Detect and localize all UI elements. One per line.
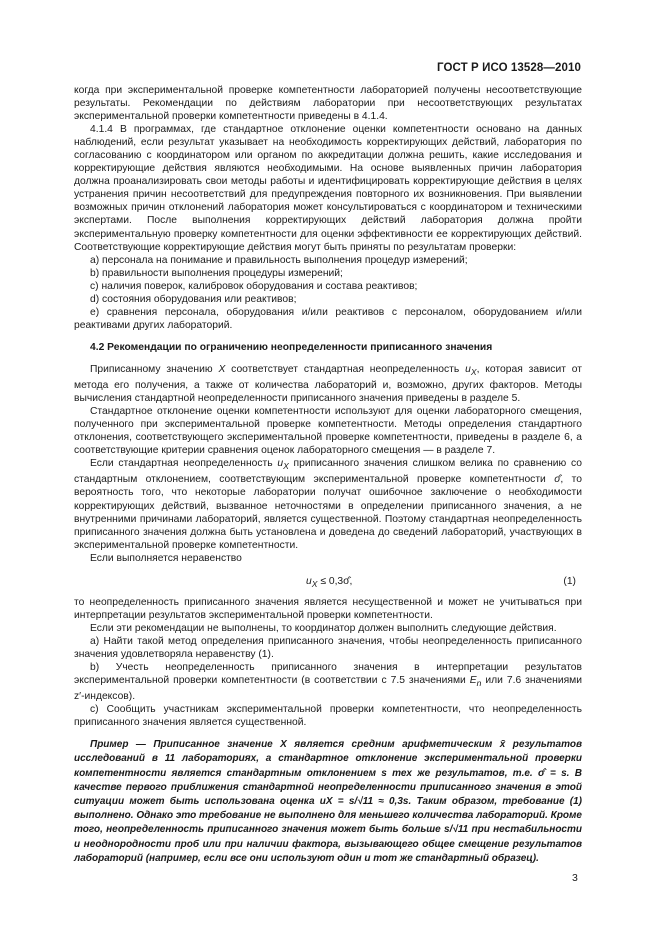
formula-1 bbox=[74, 567, 582, 595]
paragraph-std-deviation: Стандартное отклонение оценки компетентности используют для оценки лабораторного смещения, полученного при экспериментальной проверке компетентности. Методы определения стандартного отклонения, соответствующего экспериментальной проверке компетентности, приведены в разделе 6, а соответствующие критерии сравнения оценок лабораторного смещения — в разделе 7. bbox=[74, 406, 582, 457]
text-run: , которая зависит от метода его получения, а также от количества лабораторий и, возможно, других факторов. Методы вычисления стандартной неопределенности приписанного значения приведены в разделе 5. bbox=[74, 363, 583, 405]
example-note: Пример — Приписанное значение X является средним арифметическим x̄ результатов исследований в 11 лабораториях, а стандартное отклонение экспериментальной проверки компетентности является стандартным отклонением s тех же результатов, т.е. σ̂ = s. В качестве первого приближения стандартной неопределенности приписанного значения в этой ситуации может быть использована оценка uX = s/√11 ≈ 0,3s. Таким образом, требование (1) выполнено. Однако это требование не выполнено для меньшего количества лабораторий. Кроме того, неопределенность приписанного значения может быть больше s/√11 при нестабильности и неоднородности проб или при наличии фактора, вызывающего общее смещение результатов лабораторий (например, если все они используют один и тот же стандартный образец). bbox=[74, 739, 582, 864]
action-item-b bbox=[74, 661, 582, 703]
section-heading-4-2: 4.2 Рекомендации по ограничению неопределенности приписанного значения bbox=[90, 341, 493, 353]
text-run: , то вероятность того, что некоторые лаборатории получат ошибочное заключение о необходимости корректирующих действий, вызванное неточностями в определении приписанного значения, а не внутренними причинами лабораторий, является существенной. Поэтому стандартная неопределенность приписанного значения должна быть установлена и доведена до сведений лабораторий, участвующих в экспериментальной проверке компетентности. bbox=[74, 474, 582, 551]
paragraph-4-1-4: 4.1.4 В программах, где стандартное отклонение оценки компетентности основано на данных наблюдений, если результат указывает на необходимость корректирующих действий, лаборатория по согласованию с координатором или органом по аккредитации должна решить, какие исследования и корректирующие действия являются необходимыми. На основе выявленных причин лаборатория должна проанализировать свои методы работы и идентифицировать корректирующие действия в целях устранения причин несоответствий для предупреждения повторного их возникновения. При выявлении возможных причин отклонений лаборатория может консультироваться с координатором и техническими экспертами. После выполнения корректирующих действий лаборатория должна пройти экспериментальную проверку компетентности для оценки эффективности ее корректирующих действий. Соответствующие корректирующие действия могут быть приняты по результатам проверки: bbox=[74, 124, 582, 253]
paragraph-insignificant: то неопределенность приписанного значения является несущественной и может не учитываться при интерпретации результатов экспериментальной проверки компетентности. bbox=[74, 596, 582, 621]
formula-rest: ≤ 0,3σ̂, bbox=[317, 575, 353, 587]
paragraph-continuation: когда при экспериментальной проверке компетентности лабораторией получены несоответствующие результаты. Рекомендации по действиям лаборатории при несоответствующих результатах экспериментальной проверки компетентности приведены в 4.1.4. bbox=[74, 85, 582, 123]
paragraph-assigned-value bbox=[74, 363, 582, 405]
symbol-u: u bbox=[465, 363, 471, 375]
text-run: приписанного значения слишком велика по сравнению со стандартным отклонением, соответствующим экспериментальной проверке компетентности bbox=[74, 458, 582, 486]
symbol-x: X bbox=[218, 363, 226, 375]
document-body bbox=[74, 84, 582, 866]
list-item-c: c) наличия поверок, калибровок оборудования и состава реактивов; bbox=[90, 280, 418, 292]
list-item-d: d) состояния оборудования или реактивов; bbox=[90, 293, 297, 305]
page-number: 3 bbox=[572, 872, 578, 884]
symbol-u: u bbox=[277, 458, 284, 470]
list-item-e: e) сравнения персонала, оборудования и/или реактивов с персоналом, оборудованием и/или реактивами других лабораторий. bbox=[74, 306, 582, 331]
text-run: Приписанному значению bbox=[90, 363, 219, 375]
paragraph-actions-intro: Если эти рекомендации не выполнены, то координатор должен выполнить следующие действия. bbox=[90, 622, 557, 634]
symbol-e: E bbox=[469, 675, 477, 687]
text-run: Если стандартная неопределенность bbox=[90, 458, 278, 470]
action-item-a: а) Найти такой метод определения приписанного значения, чтобы неопределенность приписанного значения удовлетворяла неравенству (1). bbox=[74, 635, 582, 660]
formula-number: (1) bbox=[563, 575, 576, 587]
text-run: соответствует стандартная неопределенность bbox=[225, 363, 466, 375]
paragraph-uncertainty bbox=[74, 457, 582, 551]
standard-designation: ГОСТ Р ИСО 13528—2010 bbox=[436, 62, 581, 74]
text-run: b) Учесть неопределенность приписанного значения в интерпретации результатов экспериментальной проверки компетентности (в соответствии с 7.5 значениями bbox=[74, 661, 582, 687]
symbol-subscript: X bbox=[283, 461, 289, 472]
text-run: или 7.6 значениями z′-индексов). bbox=[74, 675, 582, 703]
formula-expression bbox=[306, 575, 352, 591]
paragraph-inequality-intro: Если выполняется неравенство bbox=[90, 552, 242, 564]
symbol-subscript: n bbox=[476, 678, 482, 689]
symbol-u: u bbox=[306, 575, 312, 587]
action-item-c: с) Сообщить участникам экспериментальной проверки компетентности, что неопределенность приписанного значения является существенной. bbox=[74, 704, 582, 729]
list-item-b: b) правильности выполнения процедуры измерений; bbox=[90, 267, 343, 279]
list-item-a: а) персонала на понимание и правильность выполнения процедур измерений; bbox=[90, 254, 468, 266]
symbol-subscript: X bbox=[470, 366, 477, 377]
symbol-sigma: σ̂ bbox=[554, 474, 561, 486]
symbol-subscript: X bbox=[311, 578, 318, 589]
